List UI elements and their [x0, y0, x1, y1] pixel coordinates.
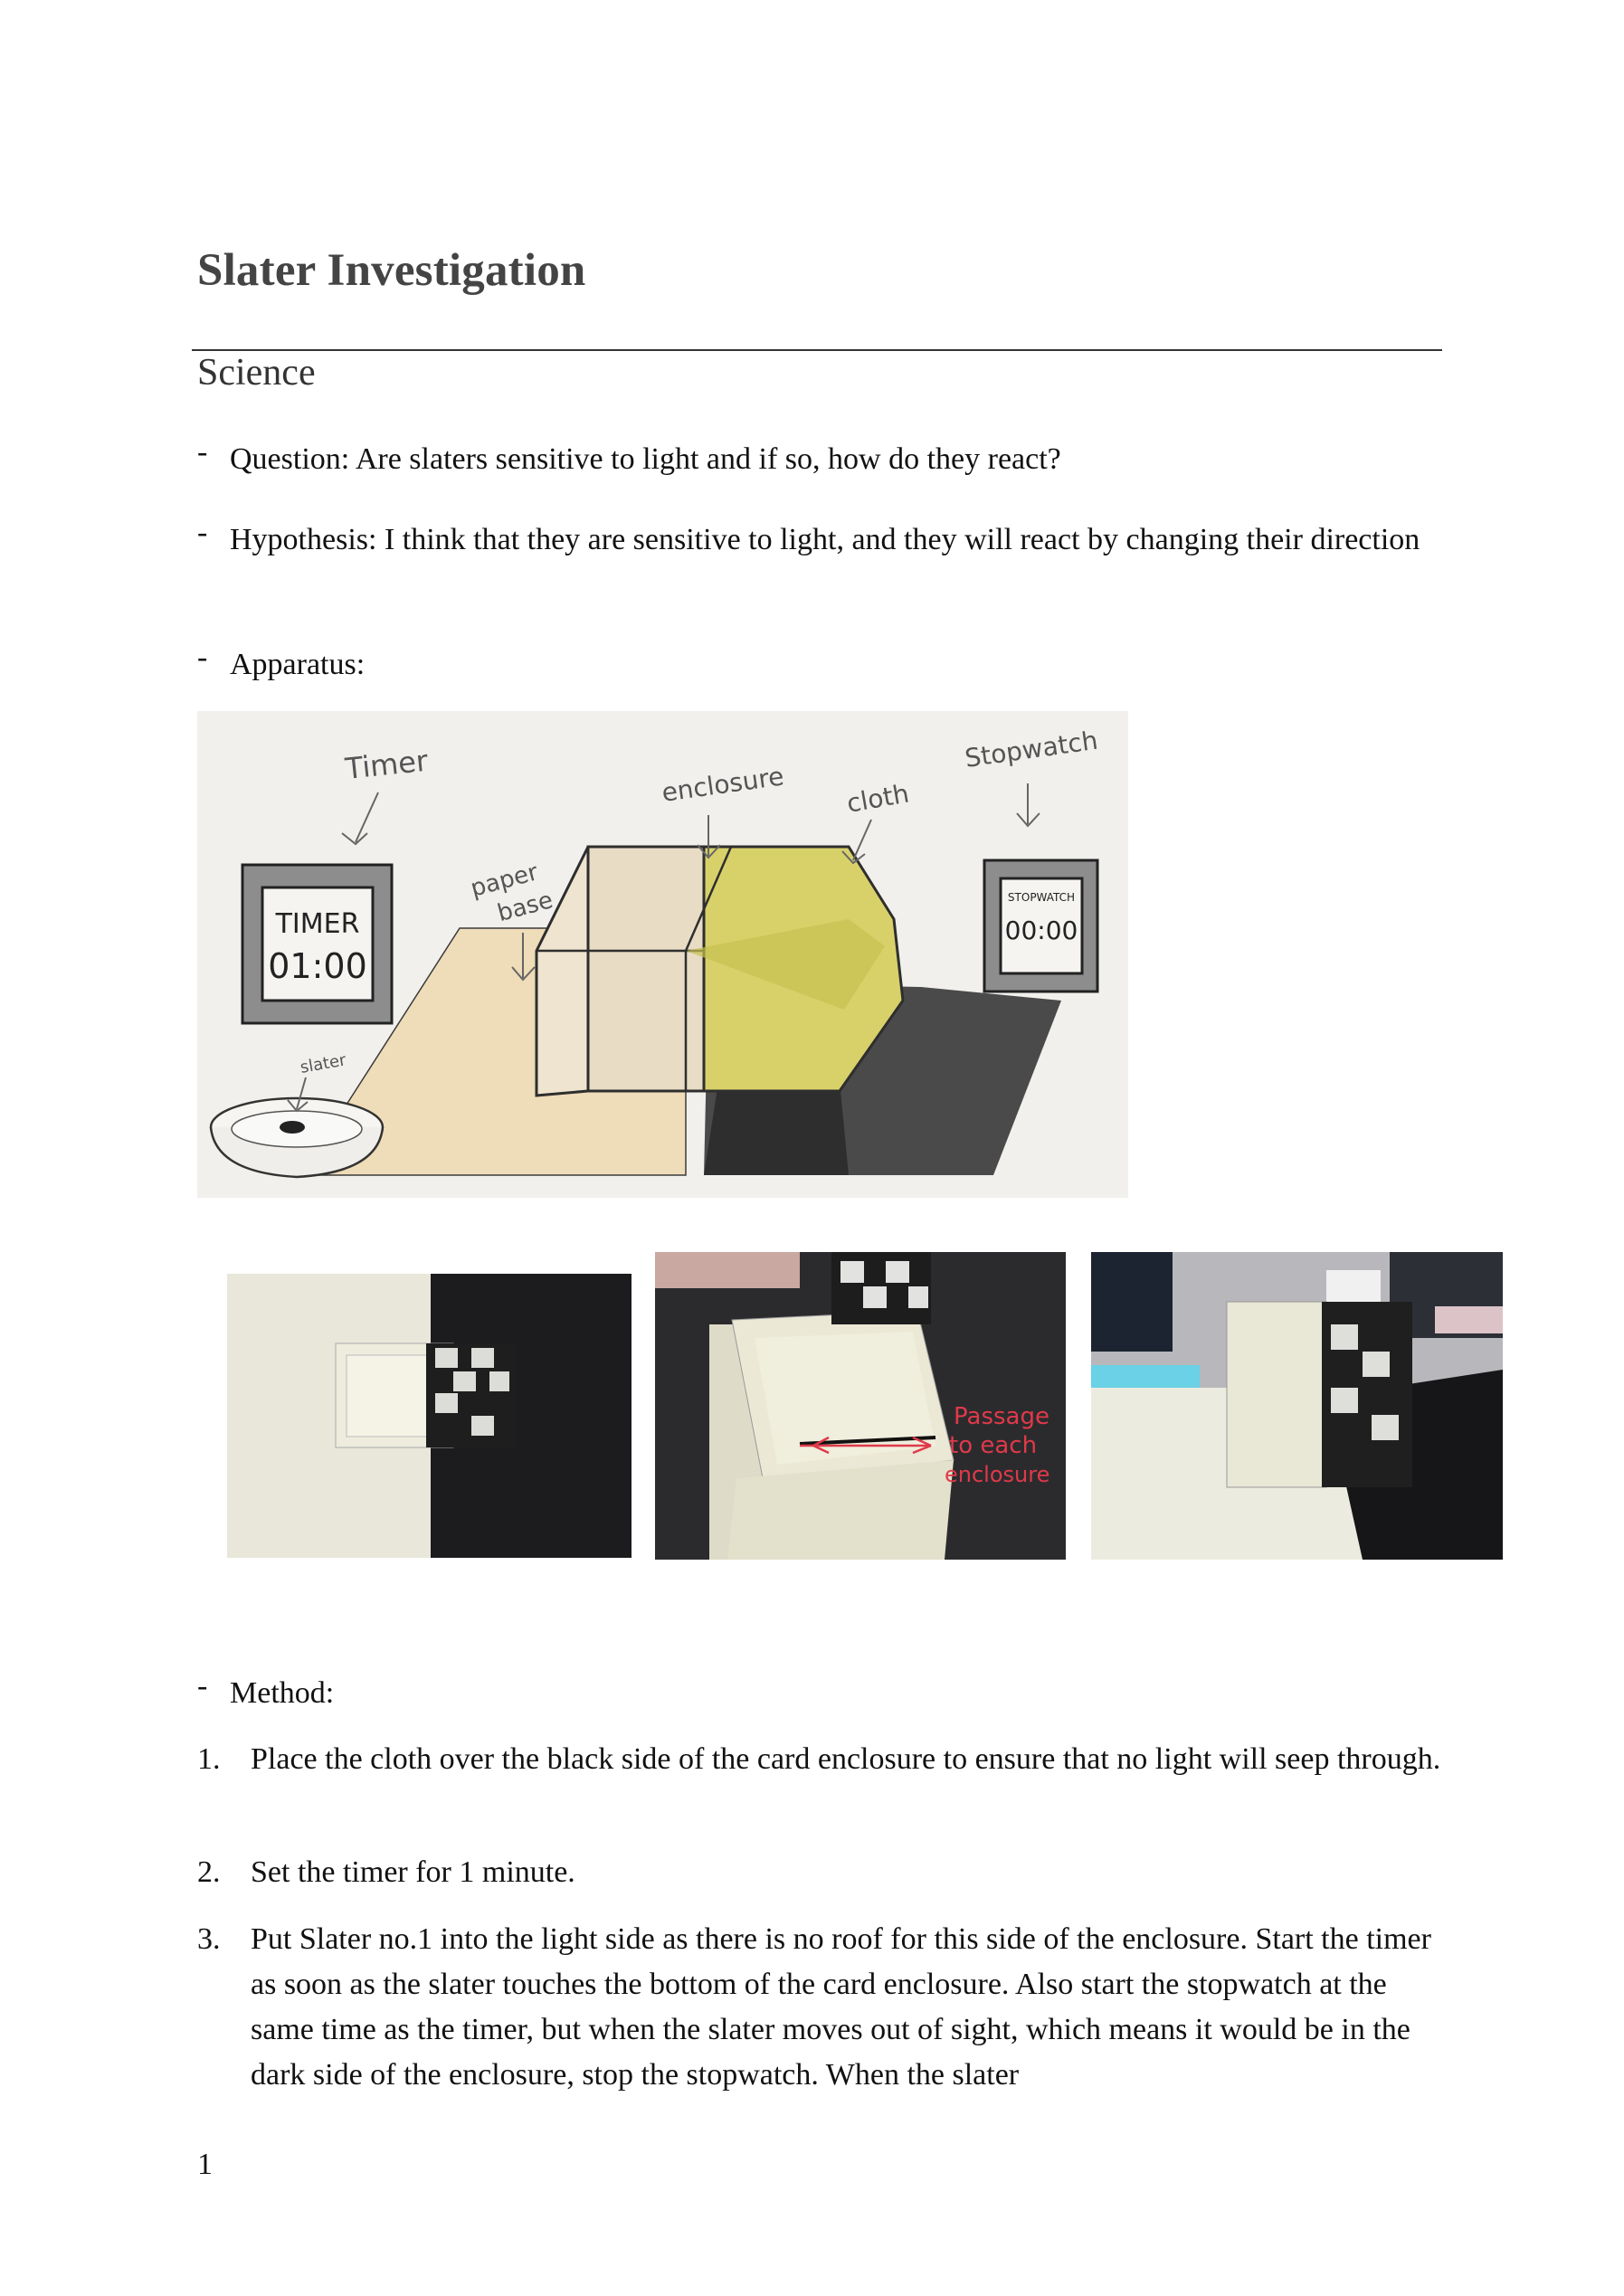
- sketch-drawing: [197, 711, 1128, 1198]
- question-bullet: [197, 437, 1446, 482]
- hypothesis-text: Hypothesis: I think that they are sensitive to light, and they will react by changing their direction: [230, 523, 1420, 556]
- bullet-dash: -: [197, 1669, 208, 1703]
- step-number: 3.: [197, 1922, 221, 1956]
- photo-top-view-drawing: [227, 1257, 632, 1558]
- apparatus-bullet: [197, 642, 1446, 688]
- step-number: 2.: [197, 1855, 221, 1889]
- page-number: 1: [197, 2148, 213, 2181]
- stopwatch-heading: STOPWATCH: [1007, 891, 1076, 904]
- step-text: Set the timer for 1 minute.: [251, 1855, 575, 1889]
- label-enclosure: enclosure: [660, 761, 786, 808]
- label-paper: paper: [468, 859, 541, 903]
- label-timer: Timer: [343, 743, 430, 786]
- method-text: Method:: [230, 1676, 335, 1710]
- apparatus-text: Apparatus:: [230, 648, 366, 681]
- annotation-line-3: enclosure: [945, 1462, 1050, 1487]
- bullet-dash: -: [197, 516, 208, 549]
- method-bullet: [197, 1671, 1446, 1716]
- step-number: 1.: [197, 1742, 221, 1776]
- step-text: Place the cloth over the black side of the card enclosure to ensure that no light will seep through.: [251, 1742, 1441, 1776]
- slater-bug: [280, 1121, 305, 1134]
- enclosure-side: [537, 847, 588, 1096]
- hypothesis-bullet: [197, 517, 1446, 608]
- bullet-dash: -: [197, 435, 208, 469]
- label-stopwatch: Stopwatch: [963, 725, 1100, 773]
- label-slater: slater: [299, 1050, 348, 1077]
- photo-angled-view-drawing: [655, 1252, 1066, 1560]
- method-step-1: [197, 1737, 1455, 1827]
- photo-side-view: [1091, 1252, 1503, 1560]
- photo-top-view: [227, 1257, 632, 1558]
- question-text: Question: Are slaters sensitive to light and if so, how do they react?: [230, 442, 1061, 476]
- label-base: base: [494, 887, 556, 928]
- timer-heading: TIMER: [275, 908, 360, 940]
- annotation-line-2: to each: [949, 1432, 1038, 1459]
- method-step-2: [197, 1850, 1455, 1895]
- title-divider: [192, 349, 1442, 351]
- page-title: Slater Investigation: [197, 245, 586, 296]
- label-cloth: cloth: [844, 778, 912, 819]
- bullet-dash: -: [197, 640, 208, 674]
- annotation-line-1: Passage: [954, 1403, 1049, 1430]
- timer-time: 01:00: [268, 946, 367, 986]
- method-step-3: [197, 1917, 1455, 2098]
- photo-angled-view: [655, 1252, 1066, 1560]
- section-heading: Science: [197, 352, 316, 394]
- apparatus-sketch: [197, 711, 1128, 1198]
- photo-side-view-drawing: [1091, 1252, 1503, 1560]
- stopwatch-time: 00:00: [1004, 916, 1078, 945]
- step-text: Put Slater no.1 into the light side as there is no roof for this side of the enclosure. Start the timer as soon as the slater touches the bottom of the card enclosure. Also start the stopwatch at the same time as the timer, but when the slater moves out of sight, which means it would be in the dark side of the enclosure, stop the stopwatch. When the slater: [251, 1922, 1431, 2092]
